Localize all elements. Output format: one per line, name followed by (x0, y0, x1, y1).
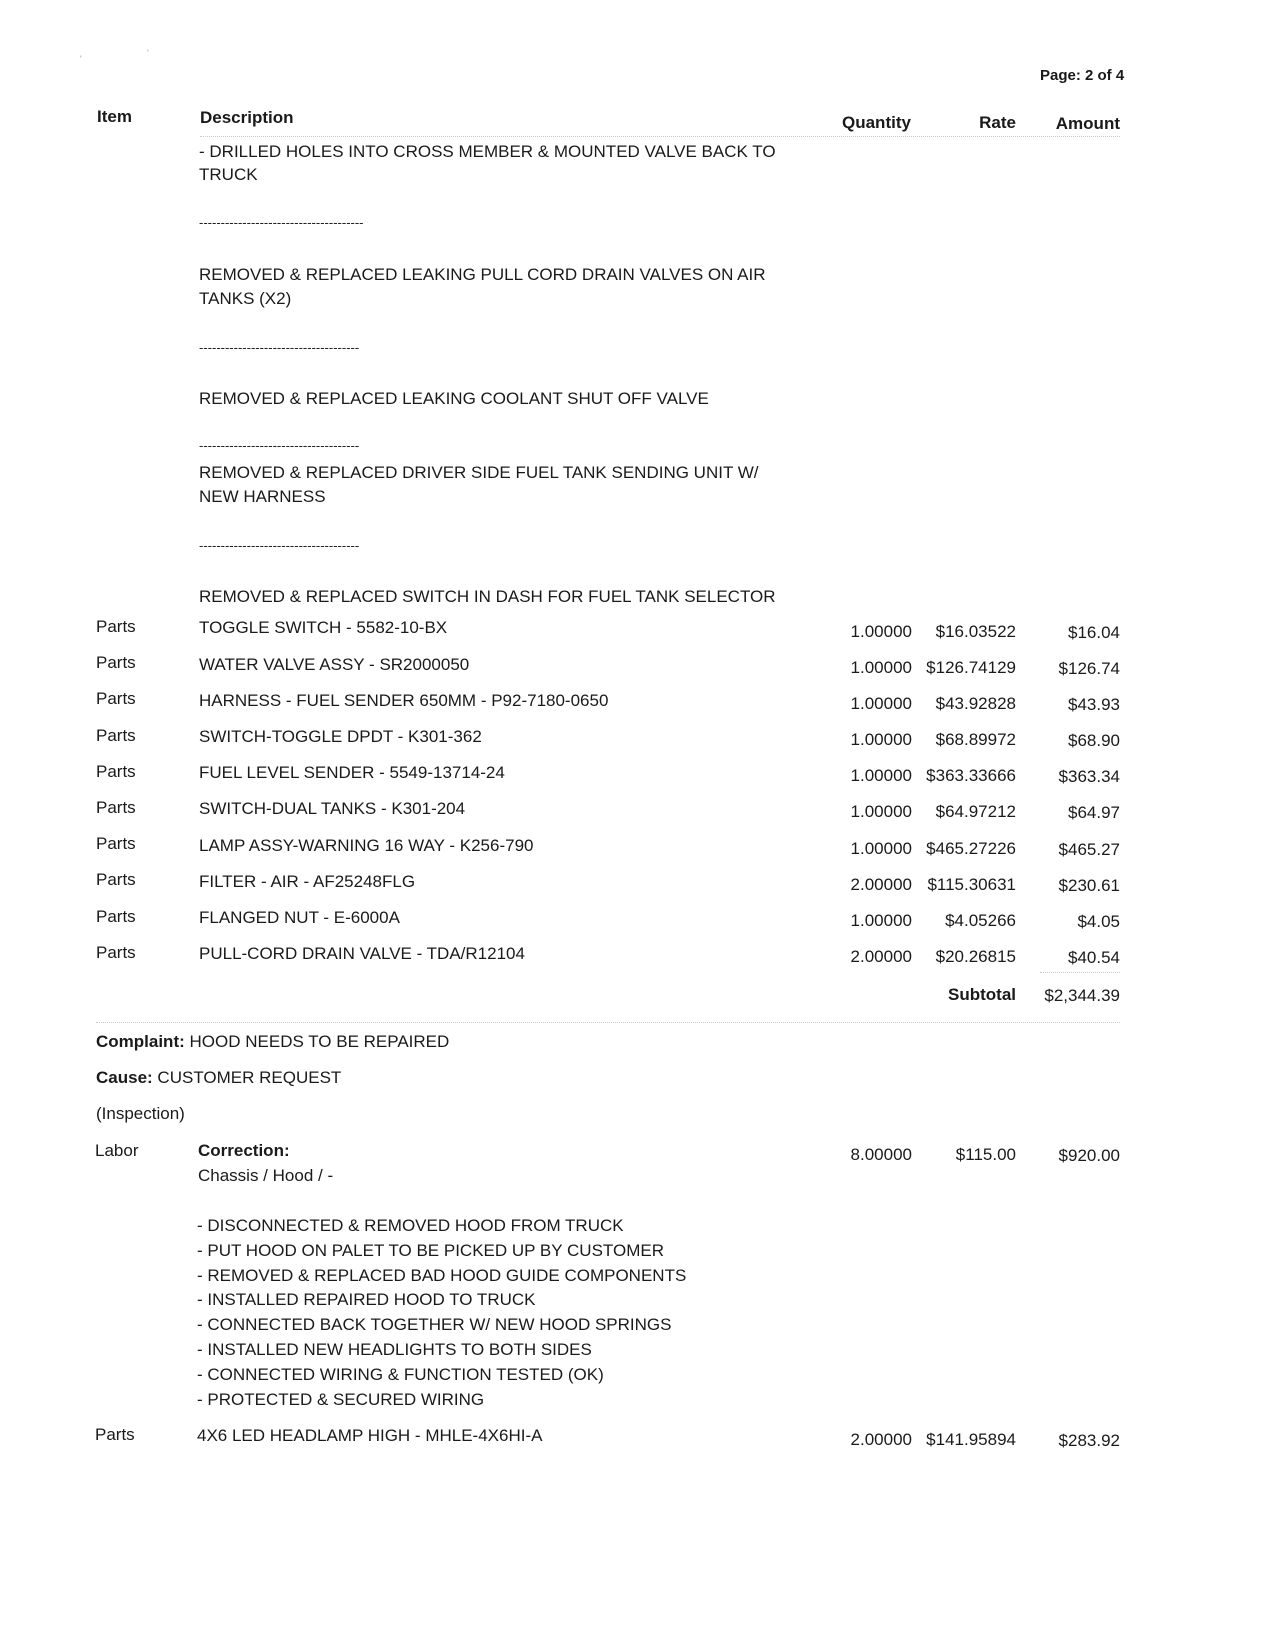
step-item: - REMOVED & REPLACED BAD HOOD GUIDE COMPONENTS (197, 1266, 687, 1285)
row-item: Parts (96, 726, 136, 745)
row-rate: $126.74129 (926, 658, 1016, 677)
step-item: - CONNECTED WIRING & FUNCTION TESTED (OK) (197, 1365, 604, 1384)
row-amount: $230.61 (1058, 876, 1120, 895)
complaint-label: Complaint: (96, 1032, 185, 1051)
row-quantity: 1.00000 (850, 839, 912, 858)
note-line: REMOVED & REPLACED DRIVER SIDE FUEL TANK SENDING UNIT W/ (199, 463, 759, 482)
row-description: WATER VALVE ASSY - SR2000050 (199, 655, 470, 674)
row-rate: $20.26815 (935, 947, 1016, 966)
row-rate: $141.95894 (926, 1430, 1016, 1449)
section-divider (96, 1022, 1120, 1023)
step-item: - PUT HOOD ON PALET TO BE PICKED UP BY CUSTOMER (197, 1241, 664, 1260)
row-item: Parts (96, 798, 136, 817)
scan-speck: ' (147, 48, 149, 58)
note-line: REMOVED & REPLACED LEAKING COOLANT SHUT OFF VALVE (199, 389, 709, 408)
row-amount: $68.90 (1068, 731, 1120, 750)
row-item: Parts (96, 834, 136, 853)
row-amount: $43.93 (1068, 695, 1120, 714)
complaint-line (96, 1032, 449, 1052)
row-quantity: 1.00000 (850, 802, 912, 821)
step-item: - DISCONNECTED & REMOVED HOOD FROM TRUCK (197, 1216, 624, 1235)
note-line: REMOVED & REPLACED SWITCH IN DASH FOR FUEL TANK SELECTOR (199, 587, 776, 606)
labor-quantity: 8.00000 (850, 1145, 912, 1164)
row-description: FUEL LEVEL SENDER - 5549-13714-24 (199, 763, 505, 782)
row-description: 4X6 LED HEADLAMP HIGH - MHLE-4X6HI-A (197, 1426, 543, 1445)
row-quantity: 1.00000 (850, 911, 912, 930)
header-item: Item (97, 107, 132, 126)
labor-category: Chassis / Hood / - (198, 1166, 334, 1185)
header-quantity: Quantity (842, 113, 911, 132)
inspection-note: (Inspection) (96, 1104, 185, 1123)
separator-line: ------------------------------------- (199, 438, 360, 453)
note-line: TANKS (X2) (199, 289, 292, 308)
complaint-text: HOOD NEEDS TO BE REPAIRED (189, 1032, 450, 1051)
row-description: HARNESS - FUEL SENDER 650MM - P92-7180-0650 (199, 691, 609, 710)
row-rate: $363.33666 (926, 766, 1016, 785)
row-amount: $40.54 (1068, 948, 1120, 967)
row-description: SWITCH-TOGGLE DPDT - K301-362 (199, 727, 482, 746)
subtotal-label: Subtotal (948, 985, 1016, 1004)
header-rate: Rate (979, 113, 1016, 132)
scan-speck: ' (80, 54, 82, 64)
step-item: - CONNECTED BACK TOGETHER W/ NEW HOOD SPRINGS (197, 1315, 672, 1334)
labor-amount: $920.00 (1058, 1146, 1120, 1165)
labor-rate: $115.00 (955, 1145, 1016, 1164)
row-amount: $64.97 (1068, 803, 1120, 822)
row-description: FLANGED NUT - E-6000A (199, 908, 400, 927)
row-item: Parts (96, 653, 136, 672)
row-item: Parts (95, 1425, 135, 1444)
row-description: PULL-CORD DRAIN VALVE - TDA/R12104 (199, 944, 525, 963)
row-item: Parts (96, 907, 136, 926)
row-amount: $16.04 (1068, 623, 1120, 642)
row-description: SWITCH-DUAL TANKS - K301-204 (199, 799, 466, 818)
row-quantity: 1.00000 (850, 658, 912, 677)
row-item: Parts (96, 870, 136, 889)
header-rule (200, 136, 1120, 137)
step-item: - INSTALLED REPAIRED HOOD TO TRUCK (197, 1290, 536, 1309)
row-quantity: 1.00000 (850, 622, 912, 641)
row-rate: $64.97212 (935, 802, 1016, 821)
row-quantity: 1.00000 (850, 730, 912, 749)
row-rate: $4.05266 (945, 911, 1016, 930)
row-rate: $16.03522 (935, 622, 1016, 641)
note-line: TRUCK (199, 165, 258, 184)
row-amount: $126.74 (1058, 659, 1120, 678)
page-number: Page: 2 of 4 (1040, 67, 1125, 84)
row-amount: $4.05 (1077, 912, 1120, 931)
row-quantity: 2.00000 (850, 947, 912, 966)
row-item: Parts (96, 617, 136, 636)
labor-item: Labor (95, 1141, 139, 1160)
row-amount: $283.92 (1058, 1431, 1120, 1450)
row-description: LAMP ASSY-WARNING 16 WAY - K256-790 (199, 836, 534, 855)
note-line: NEW HARNESS (199, 487, 326, 506)
row-quantity: 1.00000 (850, 766, 912, 785)
separator-line: ------------------------------------- (199, 538, 360, 553)
note-line: REMOVED & REPLACED LEAKING PULL CORD DRAIN VALVES ON AIR (199, 265, 766, 284)
header-amount: Amount (1055, 114, 1120, 133)
row-item: Parts (96, 762, 136, 781)
header-description: Description (200, 108, 294, 127)
row-quantity: 1.00000 (850, 694, 912, 713)
correction-label: Correction: (198, 1141, 290, 1160)
cause-label: Cause: (96, 1068, 153, 1087)
row-rate: $43.92828 (935, 694, 1016, 713)
note-line: - DRILLED HOLES INTO CROSS MEMBER & MOUNTED VALVE BACK TO (199, 142, 776, 161)
row-description: FILTER - AIR - AF25248FLG (199, 872, 416, 891)
row-quantity: 2.00000 (850, 875, 912, 894)
row-amount: $465.27 (1058, 840, 1120, 859)
row-item: Parts (96, 943, 136, 962)
cause-text: CUSTOMER REQUEST (157, 1068, 342, 1087)
row-rate: $68.89972 (935, 730, 1016, 749)
step-item: - PROTECTED & SECURED WIRING (197, 1390, 485, 1409)
step-item: - INSTALLED NEW HEADLIGHTS TO BOTH SIDES (197, 1340, 592, 1359)
subtotal-value: $2,344.39 (1044, 986, 1120, 1005)
row-amount: $363.34 (1058, 767, 1120, 786)
separator-line: -------------------------------------- (199, 215, 364, 230)
row-rate: $465.27226 (926, 839, 1016, 858)
row-rate: $115.30631 (927, 875, 1016, 894)
separator-line: ------------------------------------- (199, 340, 360, 355)
subtotal-rule (1040, 972, 1120, 973)
row-item: Parts (96, 689, 136, 708)
row-description: TOGGLE SWITCH - 5582-10-BX (199, 618, 448, 637)
row-quantity: 2.00000 (850, 1430, 912, 1449)
cause-line (96, 1068, 341, 1088)
